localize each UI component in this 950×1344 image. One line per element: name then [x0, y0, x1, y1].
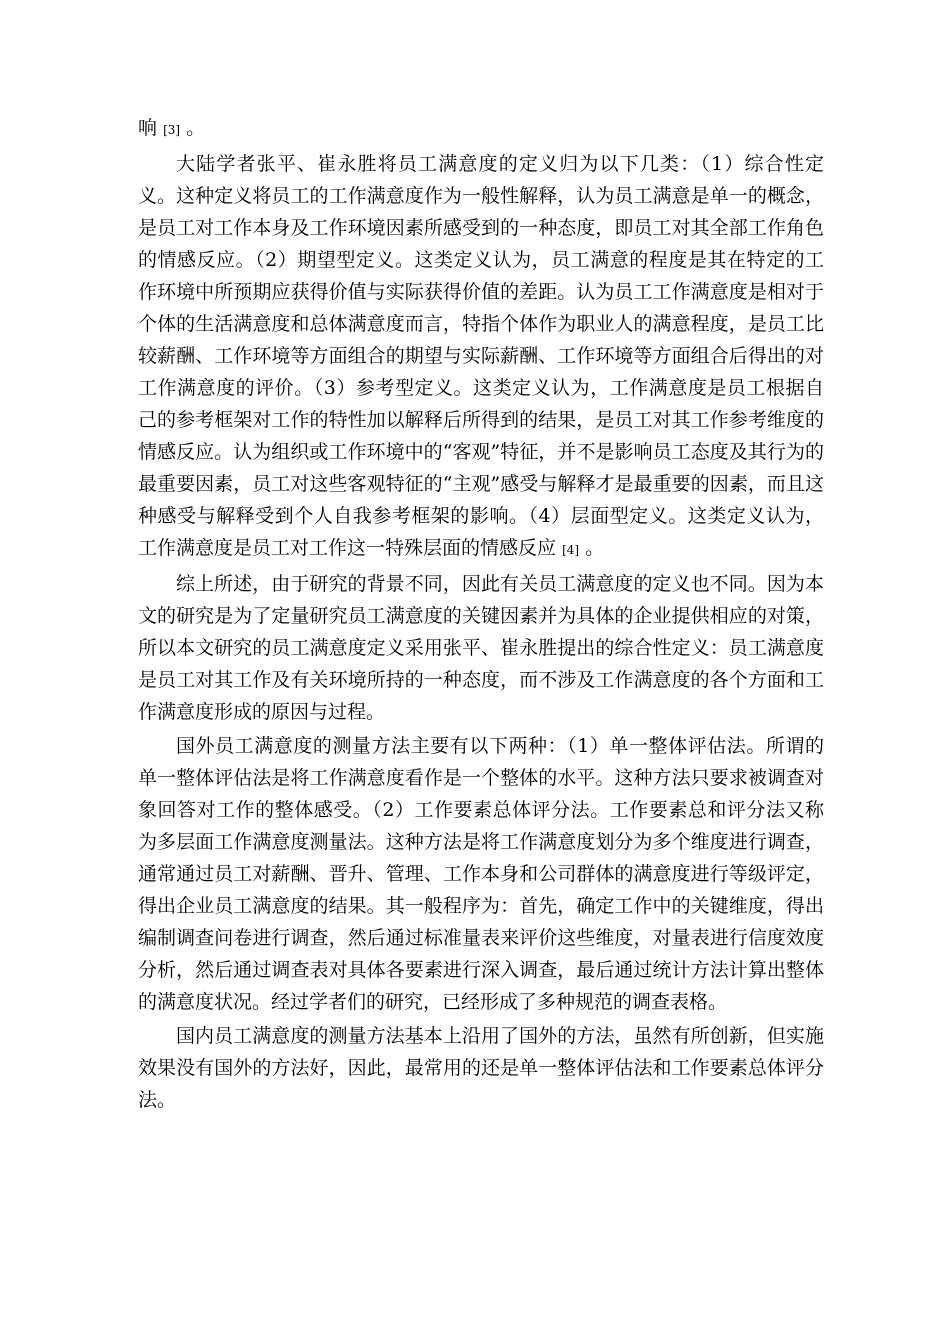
- paragraph-text: 综上所述，由于研究的背景不同，因此有关员工满意度的定义也不同。因为本文的研究是为了定量研究员工满意度的关键因素并为具体的企业提供相应的对策，所以本文研究的员工满意度定义采用张平、崔永胜提出的综合性定义：员工满意度是员工对其工作及有关环境所持的一种态度，而不涉及工作满意度的各个方面和工作满意度形成的原因与过程。: [138, 573, 824, 723]
- paragraph-definitions: [138, 148, 824, 566]
- citation-ref: [4]: [562, 543, 580, 557]
- paragraph-tail: 。: [186, 117, 206, 139]
- document-page: [138, 112, 824, 1118]
- paragraph-tail: 。: [585, 537, 605, 559]
- paragraph-domestic-methods: [138, 1020, 824, 1116]
- paragraph-text: 国外员工满意度的测量方法主要有以下两种：（1）单一整体评估法。所谓的单一整体评估法是将工作满意度看作是一个整体的水平。这种方法只要求被调查对象回答对工作的整体感受。（2）工作要素总体评分法。工作要素总和评分法又称为多层面工作满意度测量法。这种方法是将工作满意度划分为多个维度进行调查，通常通过员工对薪酬、晋升、管理、工作本身和公司群体的满意度进行等级评定，得出企业员工满意度的结果。其一般程序为：首先，确定工作中的关键维度，得出编制调查问卷进行调查，然后通过标准量表来评价这些维度，对量表进行信度效度分析，然后通过调查表对具体各要素进行深入调查，最后通过统计方法计算出整体的满意度状况。经过学者们的研究，已经形成了多种规范的调查表格。: [138, 735, 824, 1013]
- citation-ref: [3]: [163, 123, 181, 137]
- paragraph-foreign-methods: [138, 730, 824, 1018]
- paragraph-continuation: [138, 112, 824, 146]
- paragraph-text: 响: [138, 117, 158, 139]
- paragraph-text: 国内员工满意度的测量方法基本上沿用了国外的方法，虽然有所创新，但实施效果没有国外的方法好，因此，最常用的还是单一整体评估法和工作要素总体评分法。: [138, 1025, 824, 1111]
- paragraph-text: 大陆学者张平、崔永胜将员工满意度的定义归为以下几类：（1）综合性定义。这种定义将员工的工作满意度作为一般性解释，认为员工满意是单一的概念，是员工对工作本身及工作环境因素所感受到的一种态度，即员工对其全部工作角色的情感反应。（2）期望型定义。这类定义认为，员工满意的程度是其在特定的工作环境中所预期应获得价值与实际获得价值的差距。认为员工工作满意度是相对于个体的生活满意度和总体满意度而言，特指个体作为职业人的满意程度，是员工比较薪酬、工作环境等方面组合的期望与实际薪酬、工作环境等方面组合后得出的对工作满意度的评价。（3）参考型定义。这类定义认为，工作满意度是员工根据自己的参考框架对工作的特性加以解释后所得到的结果，是员工对其工作参考维度的情感反应。认为组织或工作环境中的“客观”特征，并不是影响员工态度及其行为的最重要因素，员工对这些客观特征的“主观”感受与解释才是最重要的因素，而且这种感受与解释受到个人自我参考框架的影响。（4）层面型定义。这类定义认为，工作满意度是员工对工作这一特殊层面的情感反应: [138, 153, 824, 559]
- paragraph-summary: [138, 568, 824, 728]
